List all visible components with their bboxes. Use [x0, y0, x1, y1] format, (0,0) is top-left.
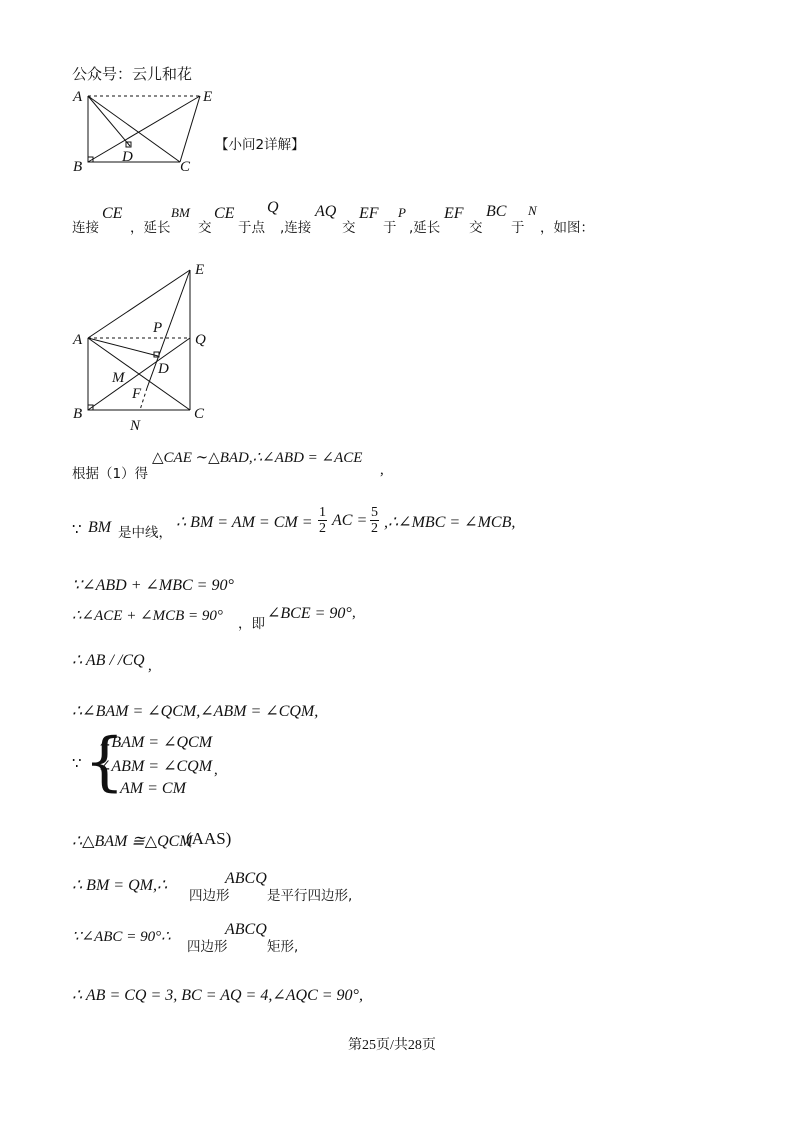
line-11: ∵∠ABC = 90°∴ 四边形 ABCQ 矩形, — [72, 921, 299, 955]
line-10: ∴ BM = QM,∴ 四边形 ABCQ 是平行四边形, — [72, 870, 353, 904]
line-2: 根据（1）得 △CAE ∼△BAD,∴∠ABD = ∠ACE , — [72, 450, 384, 482]
fig2-label-f: F — [132, 386, 142, 402]
fig2-label-a: A — [73, 332, 83, 348]
left-brace: { — [84, 725, 125, 799]
fraction-one-half: $\frac{1}{2}$ — [319, 505, 326, 536]
fig1-label-a: A — [73, 89, 83, 105]
fig1-label-e: E — [203, 89, 213, 105]
source-header: 公众号：云儿和花 — [72, 65, 193, 83]
fig2-label-e: E — [195, 262, 205, 278]
fig1-label-c: C — [180, 159, 191, 175]
fig2-label-d: D — [158, 361, 169, 377]
fraction-five-half: $\frac{5}{2}$ — [371, 505, 378, 536]
fig1-label-b: B — [73, 159, 83, 175]
figure-1 — [68, 84, 228, 179]
line-4: ∵∠ABD + ∠MBC = 90° — [72, 577, 234, 594]
fig2-label-c: C — [194, 406, 205, 422]
fig1-line-ac — [88, 96, 180, 162]
fig2-label-n: N — [130, 418, 141, 434]
figure-2 — [68, 258, 228, 438]
section-title: 【小问2详解】 — [215, 137, 305, 153]
fig2-label-m: M — [112, 370, 125, 386]
fig2-line-ad — [88, 338, 158, 356]
fig2-label-b: B — [73, 406, 83, 422]
line-5: ∴∠ACE + ∠MCB = 90° ，即 ∠BCE = 90° , — [72, 605, 356, 632]
line-3: ∵ BM 是中线， ∴ BM = AM = CM = $\frac{1}{2}$ AC = $\frac{5}{2}$ ,∴∠MBC = ∠MCB, — [72, 505, 516, 541]
line-8-system: ∵ { ∠BAM = ∠QCM ∠ABM = ∠CQM AM = CM , — [72, 725, 218, 799]
fig2-label-p: P — [153, 320, 163, 336]
line-7: ∴∠BAM = ∠QCM,∠ABM = ∠CQM, — [72, 703, 319, 720]
line-12: ∴ AB = CQ = 3, BC = AQ = 4,∠AQC = 90°, — [72, 987, 363, 1004]
fig1-label-d: D — [122, 149, 133, 165]
fig2-line-ae — [88, 270, 190, 338]
fig2-label-q: Q — [195, 332, 206, 348]
page-number: 第25页/共28页 — [348, 1038, 436, 1053]
